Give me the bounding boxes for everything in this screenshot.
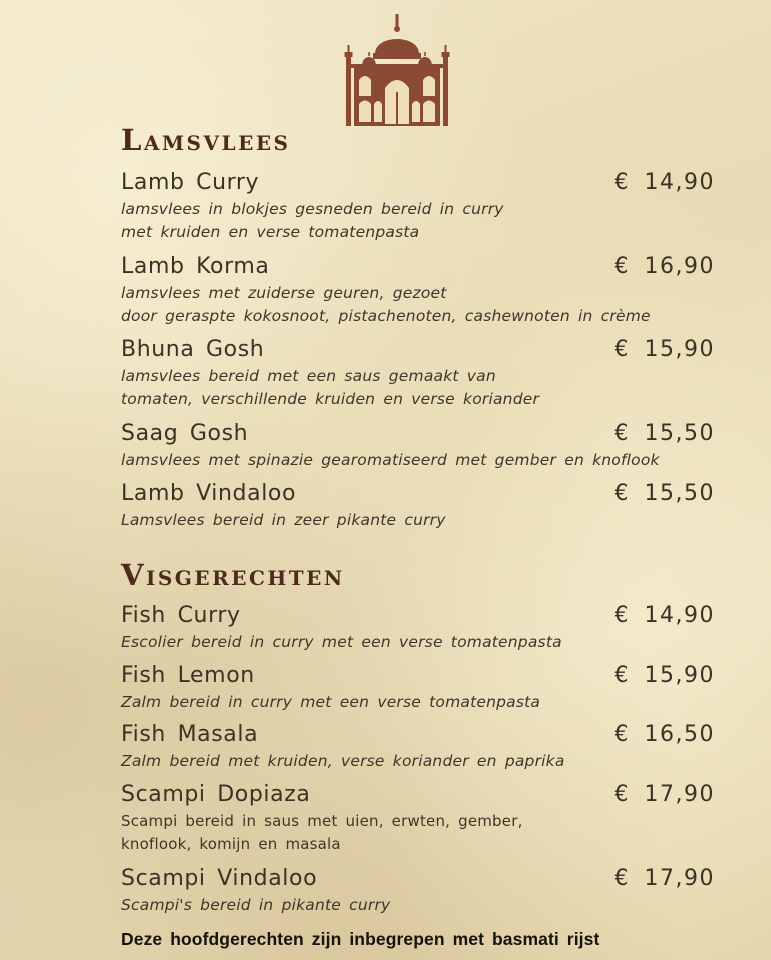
menu-item-lamb-korma (121, 254, 715, 328)
dish-description: lamsvlees in blokjes gesneden bereid in curry (121, 200, 504, 218)
dish-description: lamsvlees met spinazie gearomatiseerd met gember en knoflook (121, 451, 660, 469)
dish-price: € 16,50 (614, 722, 715, 747)
dish-name: Lamb Korma (121, 254, 270, 279)
menu-item-bhuna-gosh (121, 337, 715, 411)
dish-price: € 14,90 (614, 170, 715, 195)
section-title-visgerechten: Visgerechten (121, 558, 345, 592)
dish-price: € 14,90 (614, 603, 715, 628)
dish-price: € 15,50 (614, 481, 715, 506)
dish-name: Lamb Vindaloo (121, 481, 297, 506)
dish-description: Zalm bereid in curry met een verse tomatenpasta (121, 693, 541, 711)
menu-item-saag-gosh (121, 421, 715, 472)
dish-description: Scampi bereid in saus met uien, erwten, gember, (121, 812, 523, 830)
taj-mahal-icon (338, 12, 456, 130)
dish-name: Fish Masala (121, 722, 259, 747)
section-title-lamsvlees: Lamsvlees (121, 123, 291, 157)
dish-description: tomaten, verschillende kruiden en verse koriander (121, 390, 540, 408)
dish-description: Scampi's bereid in pikante curry (121, 896, 391, 914)
footer-note: Deze hoofdgerechten zijn inbegrepen met basmati rijst (121, 929, 600, 949)
menu-item-fish-curry (121, 603, 715, 654)
menu-item-scampi-dopiaza (121, 782, 715, 856)
dish-description: met kruiden en verse tomatenpasta (121, 223, 420, 241)
menu-item-fish-lemon (121, 663, 715, 714)
menu-item-scampi-vindaloo (121, 866, 715, 917)
dish-description: Zalm bereid met kruiden, verse koriander en paprika (121, 752, 565, 770)
dish-name: Scampi Dopiaza (121, 782, 311, 807)
dish-price: € 15,90 (614, 337, 715, 362)
menu-item-lamb-curry (121, 170, 715, 244)
dish-price: € 17,90 (614, 866, 715, 891)
dish-name: Fish Curry (121, 603, 241, 628)
dish-name: Fish Lemon (121, 663, 255, 688)
dish-name: Lamb Curry (121, 170, 260, 195)
dish-name: Scampi Vindaloo (121, 866, 318, 891)
menu-item-lamb-vindaloo (121, 481, 715, 532)
dish-description: lamsvlees met zuiderse geuren, gezoet (121, 284, 447, 302)
dish-description: knoflook, komijn en masala (121, 835, 341, 853)
dish-name: Bhuna Gosh (121, 337, 265, 362)
dish-price: € 15,50 (614, 421, 715, 446)
dish-price: € 17,90 (614, 782, 715, 807)
dish-description: lamsvlees bereid met een saus gemaakt van (121, 367, 496, 385)
dish-price: € 15,90 (614, 663, 715, 688)
dish-description: Escolier bereid in curry met een verse tomatenpasta (121, 633, 562, 651)
menu-item-fish-masala (121, 722, 715, 773)
dish-description: door geraspte kokosnoot, pistachenoten, cashewnoten in crème (121, 307, 651, 325)
dish-name: Saag Gosh (121, 421, 249, 446)
dish-price: € 16,90 (614, 254, 715, 279)
dish-description: Lamsvlees bereid in zeer pikante curry (121, 511, 446, 529)
